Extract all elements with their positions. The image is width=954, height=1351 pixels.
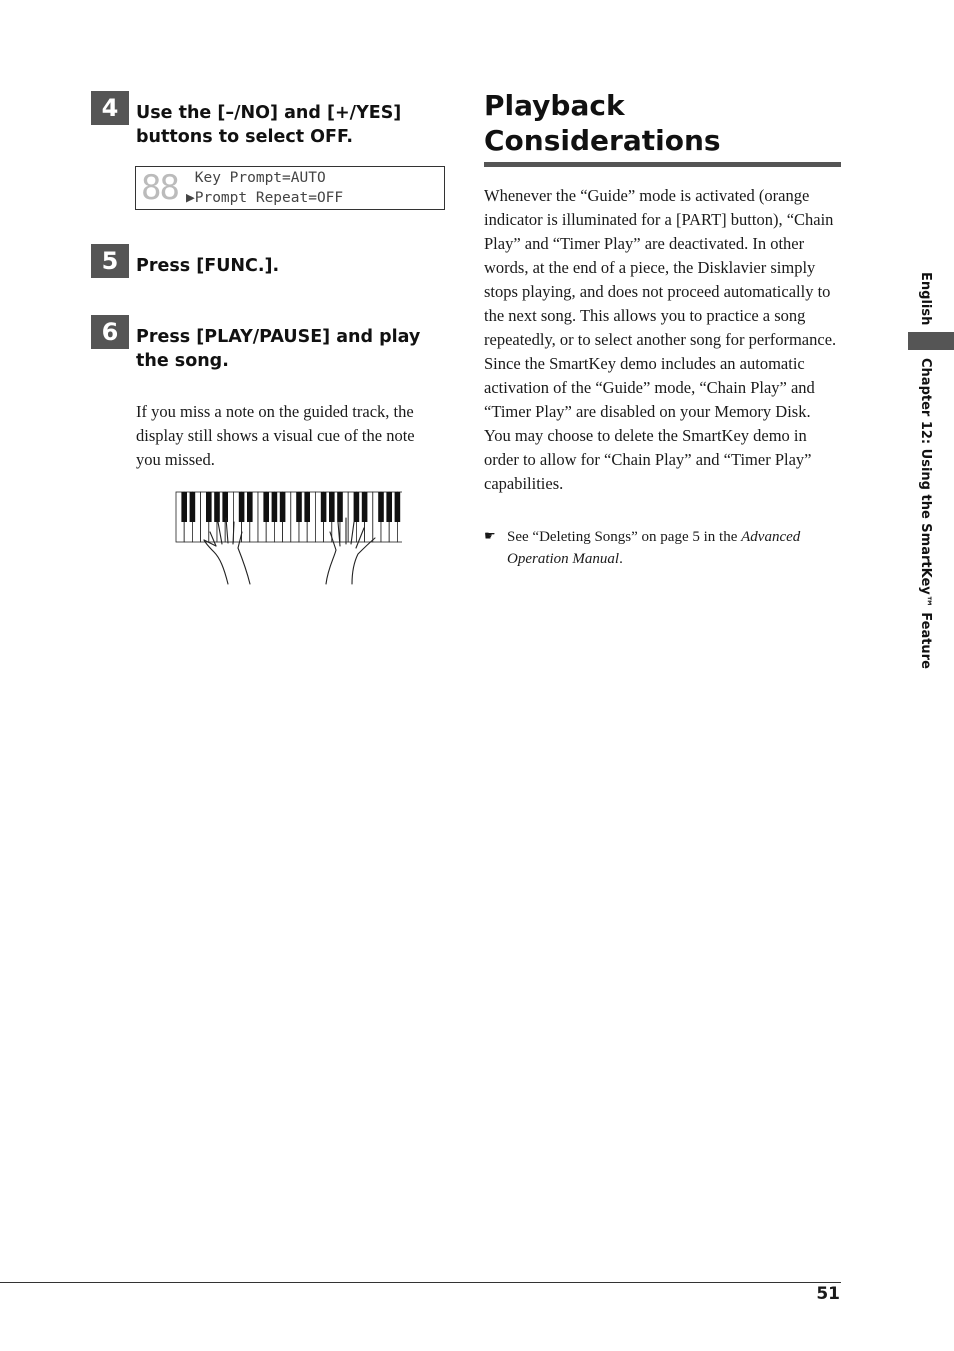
cross-reference-note	[484, 526, 840, 570]
heading-rule	[484, 162, 841, 167]
black-key	[386, 492, 392, 522]
step-number-6: 6	[91, 315, 129, 349]
lcd-line-2: ▶Prompt Repeat=OFF	[186, 190, 344, 206]
piano-keyboard-with-hands-icon	[170, 488, 402, 586]
step-5-title: Press [FUNC.].	[136, 256, 280, 276]
sidebar-chapter-title: Chapter 12: Using the SmartKey™ Feature	[918, 358, 933, 669]
pointing-hand-icon: ☛	[484, 529, 496, 544]
black-key	[272, 492, 278, 522]
black-key	[181, 492, 187, 522]
note-prefix: See “Deleting Songs” on page 5 in the	[507, 529, 742, 545]
black-key	[395, 492, 401, 522]
black-key	[354, 492, 360, 522]
lcd-line-1: Key Prompt=AUTO	[186, 170, 326, 186]
black-key	[296, 492, 302, 522]
step-4-title: Use the [–/NO] and [+/YES] buttons to select OFF.	[136, 103, 402, 147]
note-manual-title: Advanced Operation Manual	[507, 529, 801, 567]
black-key	[362, 492, 368, 522]
black-key	[304, 492, 310, 522]
section-heading: Playback Considerations	[484, 89, 721, 157]
step-6-title: Press [PLAY/PAUSE] and play the song.	[136, 327, 421, 371]
step-number-5: 5	[91, 244, 129, 278]
black-key	[190, 492, 196, 522]
sidebar-tab-marker	[908, 332, 954, 350]
black-key	[239, 492, 245, 522]
section-body: Whenever the “Guide” mode is activated (orange indicator is illuminated for a [PART] button), “Chain Play” and “Timer Play” are deactivated. In other words, at the end of a piece, the Disklavier simply stops playing, and does not proceed automatically to the next song. This allows you to practice a song repeatedly, or to select another song for performance. Since the SmartKey demo includes an automatic activation of the “Guide” mode, “Chain Play” and “Timer Play” are disabled on your Memory Disk. You may choose to delete the SmartKey demo in order to allow for “Chain Play” and “Timer Play” capabilities.	[484, 186, 837, 493]
black-key	[280, 492, 286, 522]
black-key	[378, 492, 384, 522]
footer-rule	[0, 1282, 841, 1283]
note-suffix: .	[619, 551, 623, 567]
step-number-4: 4	[91, 91, 129, 125]
black-key	[263, 492, 269, 522]
black-key	[214, 492, 220, 522]
step-6-body: If you miss a note on the guided track, the display still shows a visual cue of the note you missed.	[136, 402, 415, 469]
sidebar-language: English	[918, 272, 933, 326]
black-key	[321, 492, 327, 522]
black-key	[222, 492, 228, 522]
page-number: 51	[816, 1284, 840, 1304]
black-key	[329, 492, 335, 522]
lcd-display	[135, 166, 445, 210]
black-key	[247, 492, 253, 522]
lcd-digits: 88	[141, 168, 178, 208]
black-key	[337, 492, 343, 522]
black-key	[206, 492, 212, 522]
note-text	[507, 526, 840, 570]
